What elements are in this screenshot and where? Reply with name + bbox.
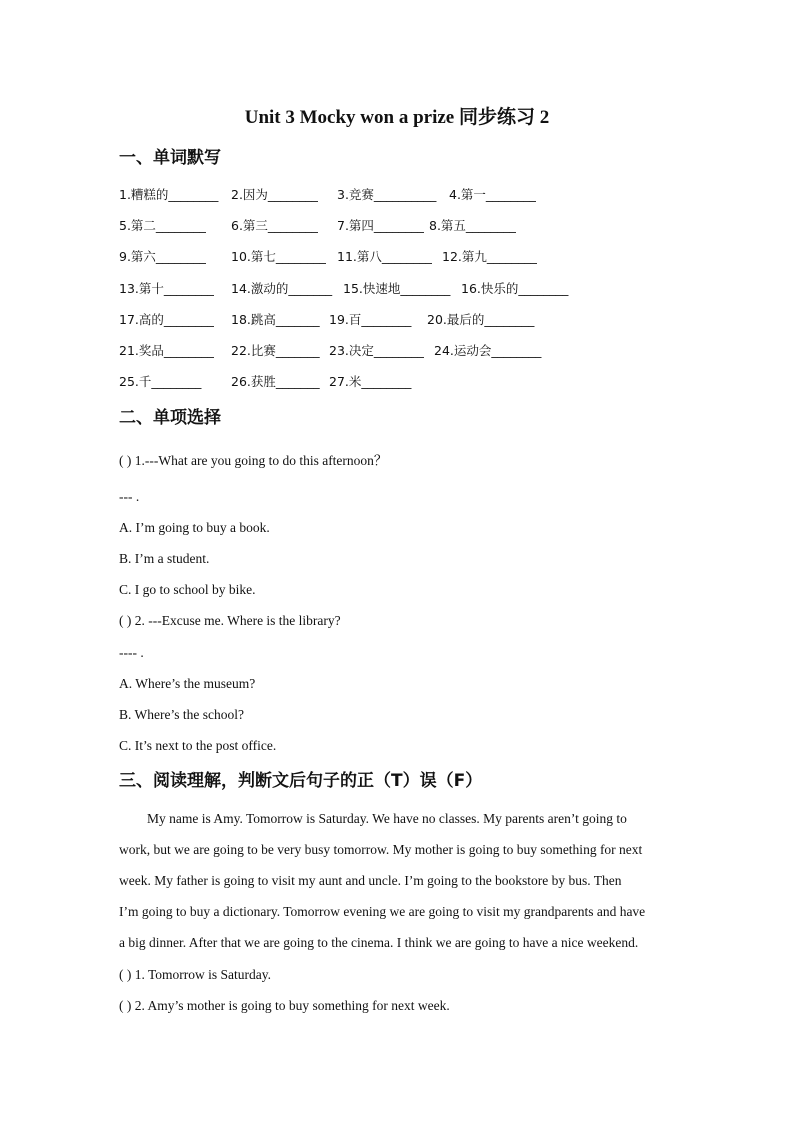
vocab-item: 17.高的________ — [119, 312, 214, 327]
answer-blank-line: ---- . — [119, 645, 144, 660]
option-line: A. Where’s the museum? — [119, 676, 256, 691]
answer-blank-line: --- . — [119, 489, 140, 504]
vocab-item: 15.快速地________ — [343, 281, 451, 296]
vocab-item: 18.跳高_______ — [231, 312, 320, 327]
vocab-item: 27.米________ — [329, 374, 412, 389]
passage-line: My name is Amy. Tomorrow is Saturday. We have no classes. My parents aren’t going to — [147, 811, 627, 826]
vocab-item: 20.最后的________ — [427, 312, 535, 327]
vocab-item: 22.比赛_______ — [231, 343, 320, 358]
vocab-item: 16.快乐的________ — [461, 281, 569, 296]
passage-line: work, but we are going to be very busy tomorrow. My mother is going to buy something for next — [119, 842, 643, 857]
vocab-item: 21.奖品________ — [119, 343, 214, 358]
section-reading-heading: 三、阅读理解，判断文后句子的正（T）误（F） — [119, 771, 483, 791]
vocab-row — [119, 310, 639, 330]
vocab-item: 6.第三________ — [231, 218, 318, 233]
tf-question: ( ) 1. Tomorrow is Saturday. — [119, 967, 272, 982]
vocab-item: 13.第十________ — [119, 281, 214, 296]
vocab-row — [119, 279, 639, 299]
section-vocabulary-heading: 一、单词默写 — [119, 148, 221, 168]
vocab-item: 3.竞赛__________ — [337, 187, 437, 202]
section-choice-heading: 二、单项选择 — [119, 408, 221, 428]
vocab-item: 9.第六________ — [119, 249, 206, 264]
vocab-item: 19.百________ — [329, 312, 412, 327]
vocab-item: 1.糟糕的________ — [119, 187, 219, 202]
tf-question: ( ) 2. Amy’s mother is going to buy something for next week. — [119, 998, 450, 1013]
option-line: A. I’m going to buy a book. — [119, 520, 270, 535]
passage-line: I’m going to buy a dictionary. Tomorrow evening we are going to visit my grandparents and have — [119, 904, 646, 919]
vocab-item: 14.激动的_______ — [231, 281, 333, 296]
vocab-item: 26.获胜_______ — [231, 374, 320, 389]
passage-line: week. My father is going to visit my aunt and uncle. I’m going to the bookstore by bus. Then — [119, 873, 622, 888]
vocab-item: 8.第五________ — [429, 218, 516, 233]
worksheet-title: Unit 3 Mocky won a prize 同步练习 2 — [244, 107, 550, 128]
vocab-row — [119, 185, 639, 205]
option-line: B. Where’s the school? — [119, 707, 244, 722]
question-line: ( ) 2. ---Excuse me. Where is the library? — [119, 613, 341, 628]
option-line: C. It’s next to the post office. — [119, 738, 277, 753]
vocab-item: 7.第四________ — [337, 218, 424, 233]
passage-line: a big dinner. After that we are going to the cinema. I think we are going to have a nice weekend. — [119, 935, 639, 950]
vocab-item: 12.第九________ — [442, 249, 537, 264]
vocab-row — [119, 372, 639, 392]
option-line: B. I’m a student. — [119, 551, 210, 566]
vocab-row — [119, 216, 639, 236]
vocab-item: 23.决定________ — [329, 343, 424, 358]
vocab-item: 11.第八________ — [337, 249, 432, 264]
question-line: ( ) 1.---What are you going to do this afternoon？ — [119, 453, 388, 468]
vocab-item: 10.第七________ — [231, 249, 326, 264]
vocab-row — [119, 341, 639, 361]
vocab-item: 5.第二________ — [119, 218, 206, 233]
vocab-row — [119, 247, 639, 267]
vocab-item: 4.第一________ — [449, 187, 536, 202]
option-line: C. I go to school by bike. — [119, 582, 256, 597]
vocab-item: 2.因为________ — [231, 187, 318, 202]
vocab-item: 24.运动会________ — [434, 343, 542, 358]
vocab-item: 25.千________ — [119, 374, 202, 389]
